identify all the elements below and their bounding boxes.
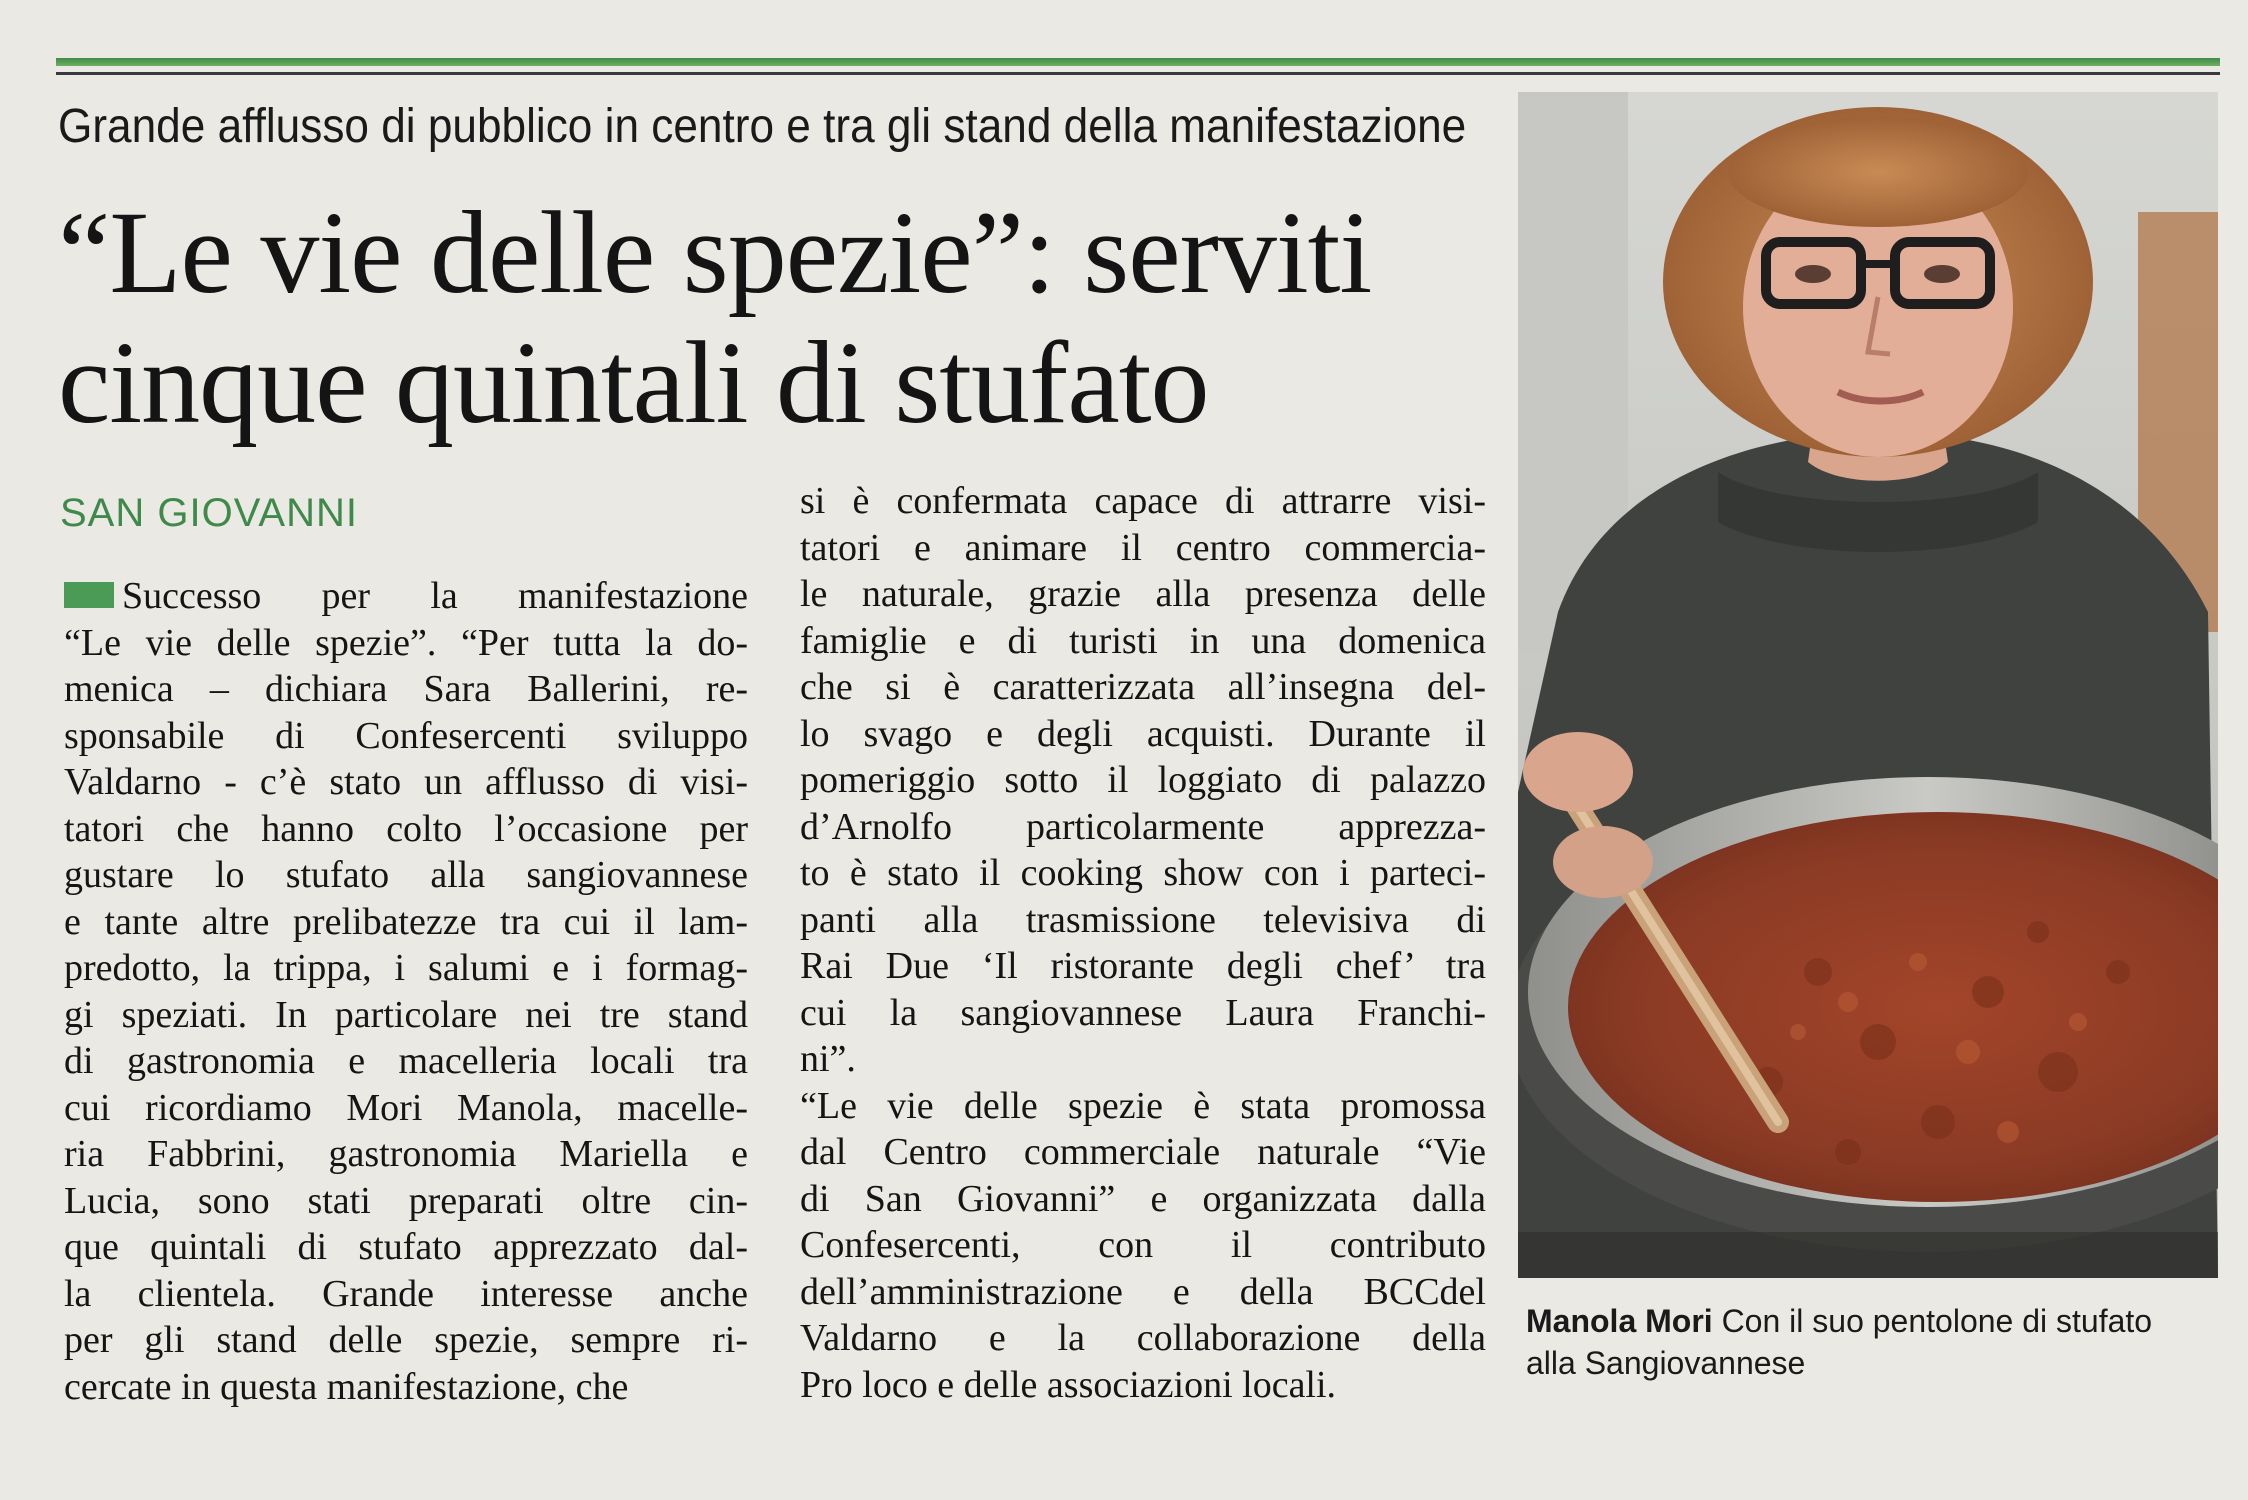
text-line xyxy=(64,852,748,899)
text-line-content: ni”. xyxy=(800,1038,856,1080)
photo-caption xyxy=(1526,1300,2226,1384)
text-line xyxy=(64,806,748,853)
text-line xyxy=(800,525,1486,572)
text-line xyxy=(800,897,1486,944)
article-kicker: Grande afflusso di pubblico in centro e tra gli stand della manifestazione xyxy=(58,100,1467,153)
text-line-content: dal Centro commerciale naturale “Vie xyxy=(800,1131,1486,1173)
text-line xyxy=(800,618,1486,665)
text-line xyxy=(800,571,1486,618)
text-line xyxy=(800,850,1486,897)
text-line-content: cercate in questa manifestazione, che xyxy=(64,1365,629,1408)
text-line-content: Rai Due ‘Il ristorante degli chef’ tra xyxy=(800,945,1486,987)
text-line xyxy=(64,1178,748,1225)
text-line-content: Pro loco e delle associazioni locali. xyxy=(800,1363,1337,1406)
text-line-content: tatori che hanno colto l’occasione per xyxy=(64,807,748,850)
text-line-content: d’Arnolfo particolarmente apprezza- xyxy=(800,805,1486,848)
top-rule-dark xyxy=(56,72,2220,75)
text-line-content: to è stato il cooking show con i parteci- xyxy=(800,852,1486,894)
article-column-1 xyxy=(64,573,748,1410)
bleed-through-texture-right xyxy=(1150,0,2150,80)
text-line xyxy=(800,1362,1486,1409)
text-line xyxy=(64,1271,748,1318)
text-line-content: Valdarno - c’è stato un afflusso di visi- xyxy=(64,761,748,803)
headline-line-1: “Le vie delle spezie”: serviti xyxy=(58,187,1372,318)
text-line xyxy=(800,711,1486,758)
photo-illustration xyxy=(1518,92,2218,1278)
text-line-content: Lucia, sono stati preparati oltre cin- xyxy=(64,1179,748,1222)
text-line xyxy=(64,945,748,992)
text-line-content: “Le vie delle spezie è stata promossa xyxy=(800,1084,1486,1127)
text-line xyxy=(64,1038,748,1085)
text-line xyxy=(800,804,1486,851)
text-line-content: le naturale, grazie alla presenza delle xyxy=(800,573,1486,615)
text-line-content: tatori e animare il centro commercia- xyxy=(800,526,1486,569)
text-line xyxy=(64,1317,748,1364)
text-line xyxy=(64,620,748,667)
text-line-content: e tante altre prelibatezze tra cui il lam- xyxy=(64,900,748,943)
text-line xyxy=(64,666,748,713)
text-line-content: ria Fabbrini, gastronomia Mariella e xyxy=(64,1133,748,1175)
location-label: SAN GIOVANNI xyxy=(60,491,358,535)
text-line-content: Valdarno e la collaborazione della xyxy=(800,1317,1486,1359)
headline-line-2: cinque quintali di stufato xyxy=(58,317,1209,448)
text-line xyxy=(64,1224,748,1271)
text-line-content: che si è caratterizzata all’insegna del- xyxy=(800,666,1486,708)
text-line xyxy=(64,573,748,620)
caption-name: Manola Mori xyxy=(1526,1303,1713,1339)
text-line-content: sponsabile di Confesercenti sviluppo xyxy=(64,714,748,757)
text-line-content: di San Giovanni” e organizzata dalla xyxy=(800,1177,1486,1220)
text-line-content: Confesercenti, con il contributo xyxy=(800,1224,1486,1266)
text-line xyxy=(800,1222,1486,1269)
text-line xyxy=(800,1036,1486,1083)
text-line-content: di gastronomia e macelleria locali tra xyxy=(64,1040,748,1082)
text-line xyxy=(64,759,748,806)
text-line xyxy=(64,992,748,1039)
caption-text-2: alla Sangiovannese xyxy=(1526,1345,1806,1381)
text-line xyxy=(64,713,748,760)
text-line xyxy=(800,1083,1486,1130)
text-line xyxy=(64,1364,748,1411)
article-column-2 xyxy=(800,478,1486,1408)
article-photo xyxy=(1518,92,2218,1278)
text-line xyxy=(800,664,1486,711)
text-line xyxy=(64,899,748,946)
paragraph-marker xyxy=(64,582,114,608)
text-line xyxy=(800,1176,1486,1223)
article-headline xyxy=(58,188,1418,448)
text-line xyxy=(800,1129,1486,1176)
text-line-content: menica – dichiara Sara Ballerini, re- xyxy=(64,668,748,710)
text-line xyxy=(800,1269,1486,1316)
text-line-content: si è confermata capace di attrarre visi- xyxy=(800,480,1486,522)
text-line-content: cui ricordiamo Mori Manola, macelle- xyxy=(64,1086,748,1129)
caption-text-1: Con il suo pentolone di stufato xyxy=(1721,1303,2153,1339)
text-line xyxy=(800,943,1486,990)
text-line-content: la clientela. Grande interesse anche xyxy=(64,1272,748,1315)
text-line-content: pomeriggio sotto il loggiato di palazzo xyxy=(800,759,1486,801)
text-line xyxy=(800,478,1486,525)
top-rule-green xyxy=(56,58,2220,66)
text-line-content: “Le vie delle spezie”. “Per tutta la do- xyxy=(64,621,748,664)
text-line-content: predotto, la trippa, i salumi e i formag- xyxy=(64,947,748,989)
text-line xyxy=(800,757,1486,804)
text-line xyxy=(64,1131,748,1178)
text-line-content: Successo per la manifestazione xyxy=(122,575,748,617)
text-line-content: lo svago e degli acquisti. Durante il xyxy=(800,712,1486,755)
text-line-content: panti alla trasmissione televisiva di xyxy=(800,898,1486,941)
text-line-content: que quintali di stufato apprezzato dal- xyxy=(64,1226,748,1268)
text-line xyxy=(64,1085,748,1132)
text-line-content: gi speziati. In particolare nei tre stand xyxy=(64,993,748,1036)
text-line-content: gustare lo stufato alla sangiovannese xyxy=(64,854,748,896)
text-line-content: dell’amministrazione e della BCCdel xyxy=(800,1270,1486,1313)
text-line-content: famiglie e di turisti in una domenica xyxy=(800,619,1486,662)
text-line xyxy=(800,1315,1486,1362)
text-line-content: per gli stand delle spezie, sempre ri- xyxy=(64,1319,748,1361)
text-line xyxy=(800,990,1486,1037)
text-line-content: cui la sangiovannese Laura Franchi- xyxy=(800,991,1486,1034)
